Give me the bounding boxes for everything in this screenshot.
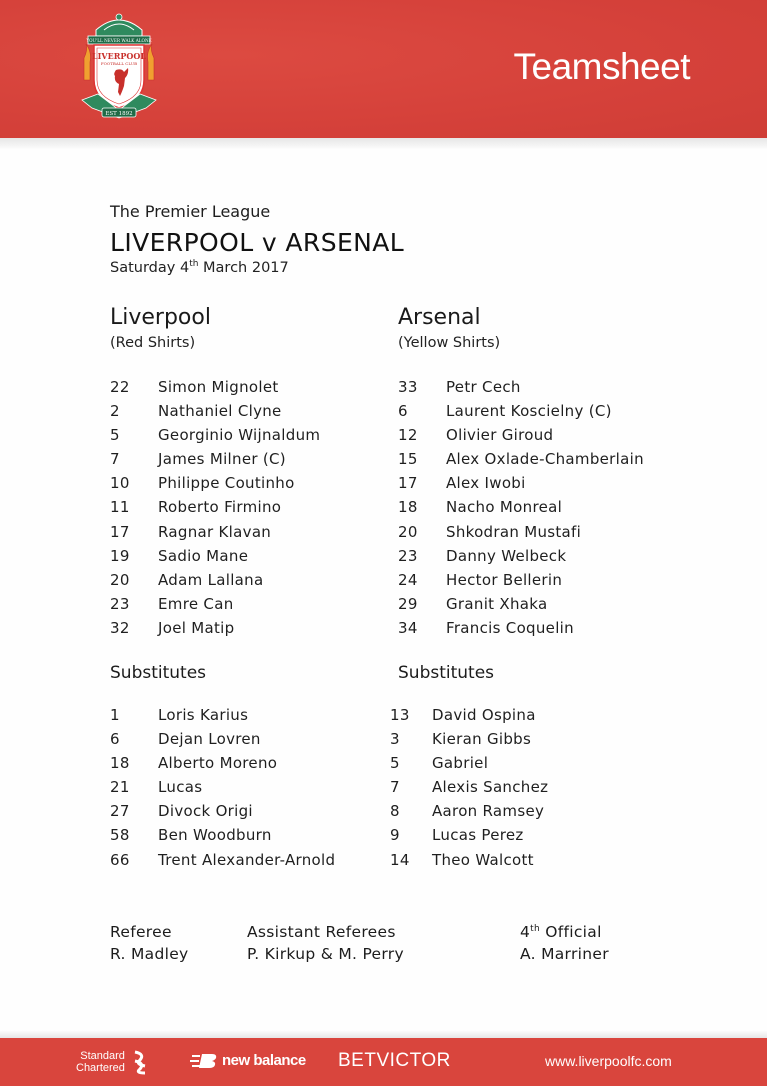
liverpool-crest-icon <box>76 8 162 122</box>
home-substitutes <box>110 663 335 872</box>
player-row: 17 Alex Iwobi <box>398 474 526 493</box>
assistant-referees-label: Assistant Referees <box>247 923 396 941</box>
player-row: 5 Georginio Wijnaldum <box>110 426 321 445</box>
player-row: 3 Kieran Gibbs <box>390 730 532 749</box>
home-team-lineup <box>110 305 320 640</box>
player-row: 7 Alexis Sanchez <box>390 778 549 797</box>
assistant-referees-block <box>247 921 404 965</box>
home-team-name: Liverpool <box>110 305 211 330</box>
player-row: 10 Philippe Coutinho <box>110 474 295 493</box>
standard-chartered-logo-text: Standard Chartered <box>76 1050 125 1074</box>
away-team-lineup <box>398 305 644 640</box>
player-row: 14 Theo Walcott <box>390 850 534 869</box>
player-row: 2 Nathaniel Clyne <box>110 402 282 421</box>
player-row: 22 Simon Mignolet <box>110 378 279 396</box>
website-url: www.liverpoolfc.com <box>545 1053 672 1069</box>
player-row: 29 Granit Xhaka <box>398 594 548 613</box>
svg-text:YOU'LL NEVER WALK ALONE: YOU'LL NEVER WALK ALONE <box>86 38 152 43</box>
player-row: 66 Trent Alexander-Arnold <box>110 850 336 869</box>
fixture-title: LIVERPOOL v ARSENAL <box>110 228 405 257</box>
header-banner <box>0 0 767 138</box>
home-subs-list <box>110 703 335 872</box>
player-row: 11 Roberto Firmino <box>110 498 282 517</box>
header-divider <box>0 138 767 150</box>
away-team-kit: (Yellow Shirts) <box>398 335 501 351</box>
player-row: 5 Gabriel <box>390 754 489 773</box>
player-row: 23 Emre Can <box>110 594 234 613</box>
player-row: 24 Hector Bellerin <box>398 570 563 589</box>
player-row: 15 Alex Oxlade-Chamberlain <box>398 450 644 469</box>
player-row: 20 Shkodran Mustafi <box>398 522 582 541</box>
player-row: 9 Lucas Perez <box>390 826 524 845</box>
player-row: 58 Ben Woodburn <box>110 826 272 845</box>
away-subs-heading: Substitutes <box>398 663 495 683</box>
fourth-official-name: A. Marriner <box>520 945 609 963</box>
new-balance-icon <box>190 1053 218 1069</box>
player-row: 7 James Milner (C) <box>110 450 286 469</box>
match-date: Saturday 4th March 2017 <box>110 259 289 276</box>
home-team-kit: (Red Shirts) <box>110 335 196 351</box>
home-starting-list <box>110 375 320 640</box>
player-row: 27 Divock Origi <box>110 802 253 821</box>
player-row: 18 Alberto Moreno <box>110 754 278 773</box>
competition-label: The Premier League <box>110 202 271 221</box>
referee-block <box>110 921 189 965</box>
svg-text:LIVERPOOL: LIVERPOOL <box>92 51 146 61</box>
betvictor-logo-text: BETVICTOR <box>338 1050 451 1071</box>
away-starting-list <box>398 375 644 640</box>
player-row: 6 Laurent Koscielny (C) <box>398 402 612 421</box>
away-team-name: Arsenal <box>398 305 481 330</box>
standard-chartered-icon <box>132 1049 148 1075</box>
assistant-referees-names: P. Kirkup & M. Perry <box>247 945 404 963</box>
svg-text:EST 1892: EST 1892 <box>105 111 133 117</box>
player-row: 1 Loris Karius <box>110 706 249 724</box>
player-row: 8 Aaron Ramsey <box>390 802 545 821</box>
away-substitutes <box>390 663 549 872</box>
player-row: 32 Joel Matip <box>110 618 235 637</box>
home-subs-heading: Substitutes <box>110 663 207 683</box>
player-row: 23 Danny Welbeck <box>398 546 567 565</box>
player-row: 6 Dejan Lovren <box>110 730 261 749</box>
player-row: 34 Francis Coquelin <box>398 618 574 637</box>
player-row: 18 Nacho Monreal <box>398 498 563 517</box>
referee-name: R. Madley <box>110 945 189 963</box>
player-row: 33 Petr Cech <box>398 378 521 396</box>
page-title: Teamsheet <box>513 46 690 87</box>
referee-label: Referee <box>110 923 172 941</box>
player-row: 12 Olivier Giroud <box>398 426 554 445</box>
player-row: 19 Sadio Mane <box>110 546 249 565</box>
footer-divider <box>0 1030 767 1038</box>
fourth-official-label: 4th Official <box>520 923 602 941</box>
fourth-official-block <box>520 921 609 965</box>
new-balance-logo-text: new balance <box>222 1052 306 1069</box>
player-row: 20 Adam Lallana <box>110 570 264 589</box>
away-subs-list <box>390 703 549 872</box>
svg-text:FOOTBALL CLUB: FOOTBALL CLUB <box>100 61 138 66</box>
player-row: 13 David Ospina <box>390 706 536 724</box>
player-row: 17 Ragnar Klavan <box>110 522 272 541</box>
footer-banner <box>0 1038 767 1086</box>
player-row: 21 Lucas <box>110 778 203 797</box>
